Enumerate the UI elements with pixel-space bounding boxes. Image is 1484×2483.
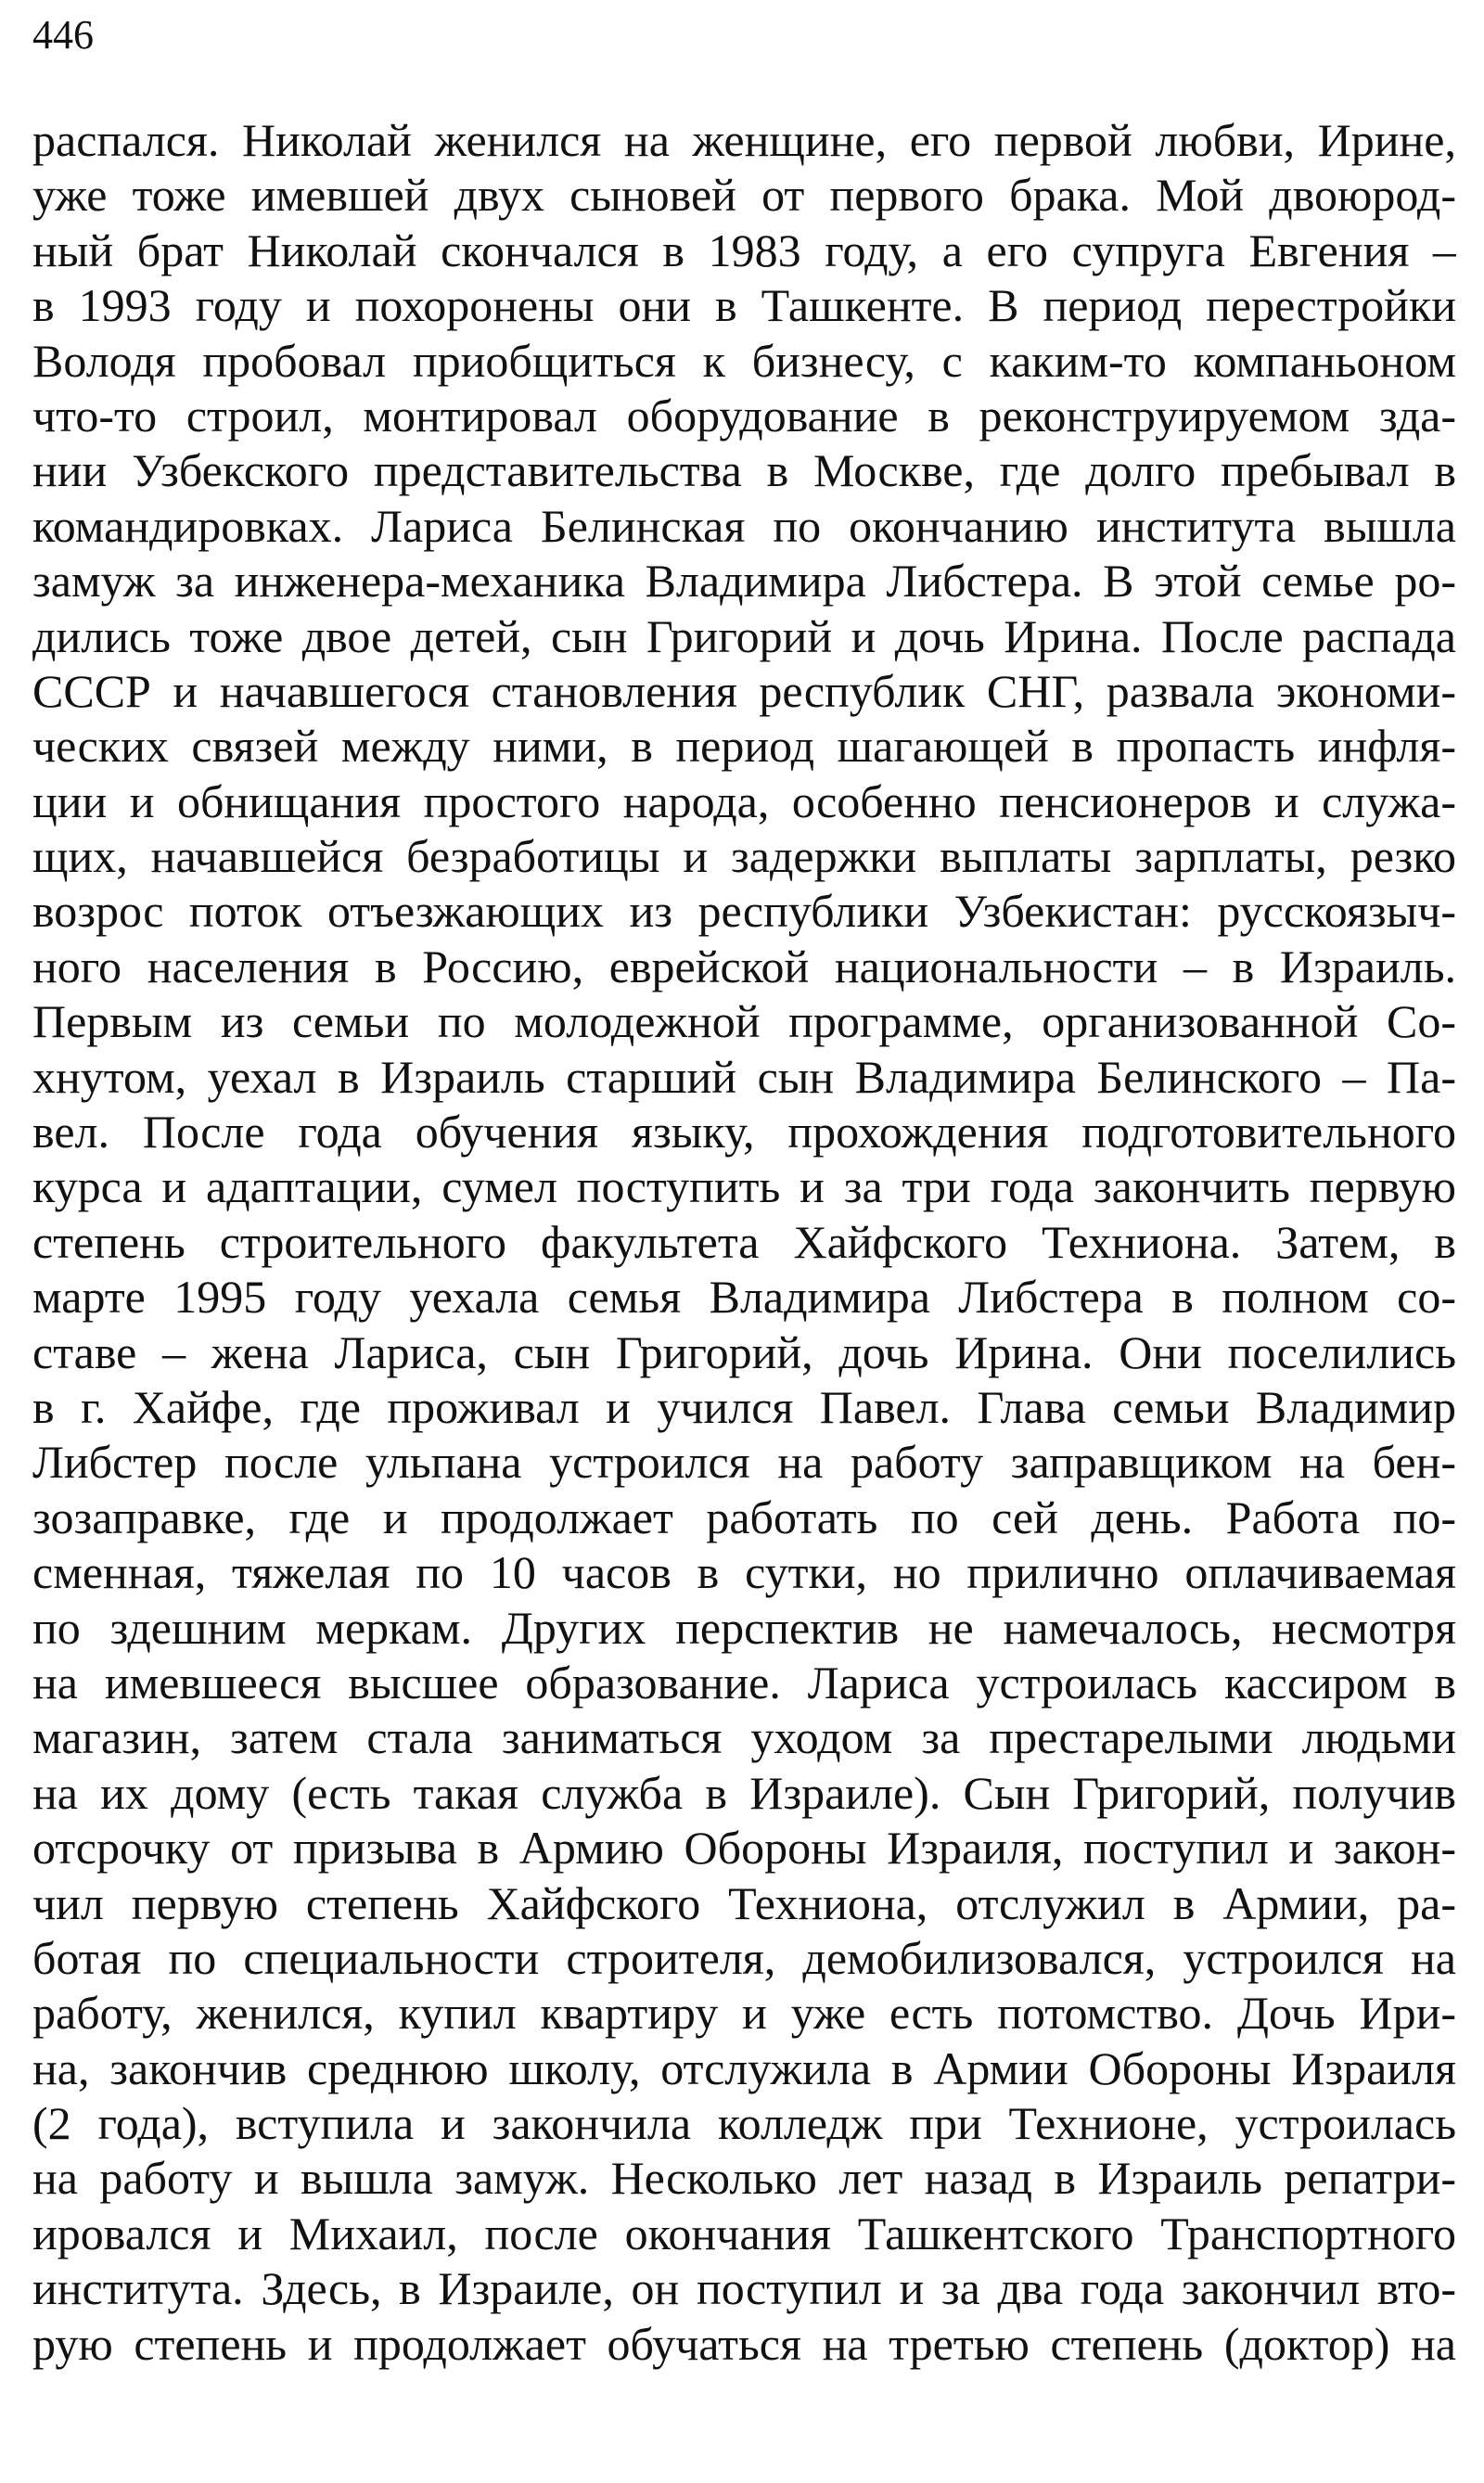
page-number: 446 (32, 12, 94, 58)
text-line: Первым из семьи по молодежной программе, организованной Со- (32, 995, 1456, 1048)
text-line: рую степень и продолжает обучаться на третью степень (доктор) на (32, 2317, 1456, 2370)
text-line: уже тоже имевшей двух сыновей от первого брака. Мой двоюрод- (32, 169, 1456, 222)
text-line: ческих связей между ними, в период шагающей в пропасть инфля- (32, 720, 1456, 773)
text-line: Либстер после ульпана устроился на работу заправщиком на бен- (32, 1436, 1456, 1489)
text-line: ного населения в Россию, еврейской национальности – в Израиль. (32, 940, 1456, 992)
text-line: по здешним меркам. Других перспектив не намечалось, несмотря (32, 1601, 1456, 1654)
text-line: зозаправке, где и продолжает работать по сей день. Работа по- (32, 1491, 1456, 1543)
text-line: что-то строил, монтировал оборудование в реконструируемом зда- (32, 389, 1456, 442)
text-line: работу, женился, купил квартиру и уже есть потомство. Дочь Ири- (32, 1987, 1456, 2040)
text-line: хнутом, уехал в Израиль старший сын Владимира Белинского – Па- (32, 1050, 1456, 1103)
text-line: возрос поток отъезжающих из республики Узбекистан: русскоязыч- (32, 885, 1456, 938)
text-line: ботая по специальности строителя, демобилизовался, устроился на (32, 1931, 1456, 1984)
text-line: института. Здесь, в Израиле, он поступил и за два года закончил вто- (32, 2262, 1456, 2315)
text-line: ставе – жена Лариса, сын Григорий, дочь Ирина. Они поселились (32, 1325, 1456, 1378)
text-line: сменная, тяжелая по 10 часов в сутки, но прилично оплачиваемая (32, 1546, 1456, 1599)
text-line: на, закончив среднюю школу, отслужила в Армии Обороны Израиля (32, 2041, 1456, 2094)
text-line: нии Узбекского представительства в Москве, где долго пребывал в (32, 444, 1456, 497)
text-line: ный брат Николай скончался в 1983 году, а его супруга Евгения – (32, 224, 1456, 276)
text-line: ировался и Михаил, после окончания Ташкентского Транспортного (32, 2207, 1456, 2259)
body-text (32, 113, 1456, 2372)
text-line: ции и обнищания простого народа, особенно пенсионеров и служа- (32, 774, 1456, 827)
text-line: командировках. Лариса Белинская по окончанию института вышла (32, 499, 1456, 552)
text-line: курса и адаптации, сумел поступить и за три года закончить первую (32, 1160, 1456, 1213)
text-line: СССР и начавшегося становления республик СНГ, развала экономи- (32, 664, 1456, 717)
text-line: степень строительного факультета Хайфского Техниона. Затем, в (32, 1215, 1456, 1268)
text-line: отсрочку от призыва в Армию Обороны Израиля, поступил и закон- (32, 1822, 1456, 1875)
text-line: на имевшееся высшее образование. Лариса устроилась кассиром в (32, 1656, 1456, 1709)
text-line: в 1993 году и похоронены они в Ташкенте. В период перестройки (32, 279, 1456, 332)
text-line: вел. После года обучения языку, прохождения подготовительного (32, 1106, 1456, 1158)
text-line: Володя пробовал приобщиться к бизнесу, с каким-то компаньоном (32, 334, 1456, 387)
text-line: распался. Николай женился на женщине, его первой любви, Ирине, (32, 114, 1456, 166)
text-line: (2 года), вступила и закончила колледж при Технионе, устроилась (32, 2097, 1456, 2150)
text-line: на работу и вышла замуж. Несколько лет назад в Израиль репатри- (32, 2152, 1456, 2205)
text-line: на их дому (есть такая служба в Израиле). Сын Григорий, получив (32, 1766, 1456, 1819)
text-line: магазин, затем стала заниматься уходом за престарелыми людьми (32, 1711, 1456, 1764)
text-line: замуж за инженера-механика Владимира Либстера. В этой семье ро- (32, 555, 1456, 608)
text-line: марте 1995 году уехала семья Владимира Либстера в полном со- (32, 1271, 1456, 1324)
text-line: в г. Хайфе, где проживал и учился Павел. Глава семьи Владимир (32, 1380, 1456, 1433)
text-line: чил первую степень Хайфского Техниона, отслужил в Армии, ра- (32, 1876, 1456, 1929)
text-line: щих, начавшейся безработицы и задержки выплаты зарплаты, резко (32, 830, 1456, 883)
text-line: дились тоже двое детей, сын Григорий и дочь Ирина. После распада (32, 609, 1456, 662)
